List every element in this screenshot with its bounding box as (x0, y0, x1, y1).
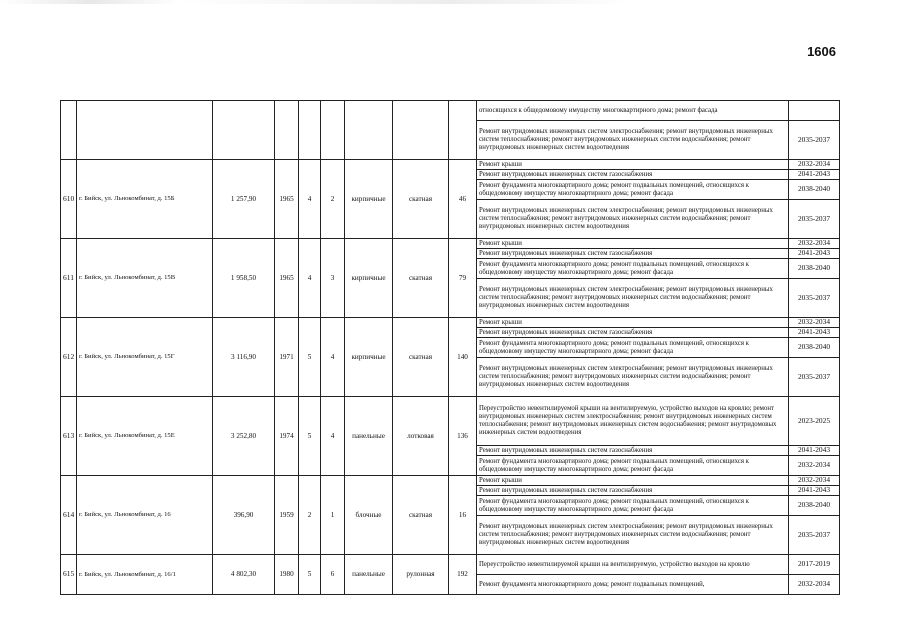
building-address: г. Бийск, ул. Льнокомбинат, д. 15Г (77, 318, 213, 397)
work-description: Ремонт внутридомовых инженерных систем электроснабжения; ремонт внутридомовых инженерных систем теплоснабжения; ремонт внутридомовых инженерных систем водоснабжения; ремонт внутридомовых инженерных систем водоотведения (477, 279, 789, 318)
building-address: г. Бийск, ул. Льнокомбинат, д. 15Е (77, 397, 213, 476)
empty-cell (77, 101, 213, 160)
work-period (789, 101, 840, 121)
building-walls: кирпичные (345, 160, 393, 239)
work-period: 2035-2037 (789, 200, 840, 239)
building-row (61, 555, 840, 575)
building-address: г. Бийск, ул. Льнокомбинат, д. 15Б (77, 160, 213, 239)
building-floors: 5 (299, 555, 321, 595)
work-description: Ремонт внутридомовых инженерных систем электроснабжения; ремонт внутридомовых инженерных систем теплоснабжения; ремонт внутридомовых инженерных систем водоснабжения; ремонт внутридомовых инженерных систем водоотведения (477, 358, 789, 397)
building-apartments: 16 (449, 476, 477, 555)
work-period: 2023-2025 (789, 397, 840, 446)
work-period: 2035-2037 (789, 121, 840, 160)
building-row (61, 397, 840, 446)
building-floors: 2 (299, 476, 321, 555)
building-apartments: 46 (449, 160, 477, 239)
work-period: 2035-2037 (789, 358, 840, 397)
work-description: Ремонт внутридомовых инженерных систем электроснабжения; ремонт внутридомовых инженерных систем теплоснабжения; ремонт внутридомовых инженерных систем водоснабжения; ремонт внутридомовых инженерных систем водоотведения (477, 121, 789, 160)
building-floors: 5 (299, 397, 321, 476)
work-description: Переустройство невентилируемой крыши на вентилируемую, устройство выходов на кровлю; ремонт внутридомовых инженерных систем электроснабжения; ремонт внутридомовых инженерных систем теплоснабжения; ремонт внутридомовых инженерных систем водоснабжения; ремонт внутридомовых инженерных систем водоотведения (477, 397, 789, 446)
building-roof: скатная (393, 476, 449, 555)
building-walls: кирпичные (345, 239, 393, 318)
building-row (61, 476, 840, 486)
work-period: 2041-2043 (789, 446, 840, 456)
building-roof: скатная (393, 160, 449, 239)
building-entrances: 4 (321, 397, 345, 476)
work-period: 2041-2043 (789, 328, 840, 338)
building-area: 4 802,30 (213, 555, 275, 595)
building-roof: скатная (393, 318, 449, 397)
building-apartments: 140 (449, 318, 477, 397)
building-area: 1 257,90 (213, 160, 275, 239)
work-period: 2035-2037 (789, 516, 840, 555)
building-floors: 4 (299, 160, 321, 239)
building-year: 1974 (275, 397, 299, 476)
building-address: г. Бийск, ул. Льнокомбинат, д. 16 (77, 476, 213, 555)
building-number: 615 (61, 555, 77, 595)
work-period: 2041-2043 (789, 249, 840, 259)
work-description: Ремонт внутридомовых инженерных систем электроснабжения; ремонт внутридомовых инженерных систем теплоснабжения; ремонт внутридомовых инженерных систем водоснабжения; ремонт внутридомовых инженерных систем водоотведения (477, 516, 789, 555)
work-period: 2032-2034 (789, 456, 840, 476)
empty-cell (321, 101, 345, 160)
work-period: 2032-2034 (789, 318, 840, 328)
work-description: Ремонт фундамента многоквартирного дома; ремонт подвальных помещений, относящихся к общедомовому имуществу многоквартирного дома; ремонт фасада (477, 456, 789, 476)
work-description: Ремонт внутридомовых инженерных систем электроснабжения; ремонт внутридомовых инженерных систем теплоснабжения; ремонт внутридомовых инженерных систем водоснабжения; ремонт внутридомовых инженерных систем водоотведения (477, 200, 789, 239)
building-apartments: 192 (449, 555, 477, 595)
work-period: 2032-2034 (789, 575, 840, 595)
work-description: Ремонт крыши (477, 239, 789, 249)
work-period: 2041-2043 (789, 170, 840, 180)
empty-cell (345, 101, 393, 160)
empty-cell (213, 101, 275, 160)
building-entrances: 1 (321, 476, 345, 555)
work-period: 2038-2040 (789, 259, 840, 279)
empty-cell (61, 101, 77, 160)
building-row (61, 160, 840, 170)
building-year: 1959 (275, 476, 299, 555)
work-description: Ремонт фундамента многоквартирного дома; ремонт подвальных помещений, относящихся к общедомовому имуществу многоквартирного дома; ремонт фасада (477, 180, 789, 200)
work-period: 2038-2040 (789, 338, 840, 358)
work-period: 2038-2040 (789, 180, 840, 200)
building-address: г. Бийск, ул. Льнокомбинат, д. 16/1 (77, 555, 213, 595)
building-year: 1971 (275, 318, 299, 397)
registry-body (61, 101, 840, 595)
page-number: 1606 (807, 44, 836, 59)
building-number: 612 (61, 318, 77, 397)
work-period: 2035-2037 (789, 279, 840, 318)
work-description: Ремонт крыши (477, 476, 789, 486)
building-entrances: 4 (321, 318, 345, 397)
building-address: г. Бийск, ул. Льнокомбинат, д. 15В (77, 239, 213, 318)
work-period: 2032-2034 (789, 160, 840, 170)
building-apartments: 136 (449, 397, 477, 476)
building-entrances: 6 (321, 555, 345, 595)
building-walls: панельные (345, 397, 393, 476)
building-roof: скатная (393, 239, 449, 318)
building-year: 1965 (275, 239, 299, 318)
building-walls: панельные (345, 555, 393, 595)
work-period: 2017-2019 (789, 555, 840, 575)
empty-cell (275, 101, 299, 160)
work-description: Ремонт внутридомовых инженерных систем газоснабжения (477, 328, 789, 338)
work-description: Ремонт внутридомовых инженерных систем газоснабжения (477, 486, 789, 496)
work-description: Ремонт крыши (477, 160, 789, 170)
work-description: Ремонт фундамента многоквартирного дома; ремонт подвальных помещений, относящихся к общедомовому имуществу многоквартирного дома; ремонт фасада (477, 259, 789, 279)
empty-cell (299, 101, 321, 160)
building-row (61, 318, 840, 328)
building-number: 613 (61, 397, 77, 476)
building-number: 611 (61, 239, 77, 318)
empty-cell (449, 101, 477, 160)
building-year: 1965 (275, 160, 299, 239)
housing-registry-table (60, 100, 840, 595)
work-description: Ремонт крыши (477, 318, 789, 328)
work-description: Ремонт фундамента многоквартирного дома; ремонт подвальных помещений, относящихся к общедомовому имуществу многоквартирного дома; ремонт фасада (477, 338, 789, 358)
building-number: 614 (61, 476, 77, 555)
work-period: 2032-2034 (789, 239, 840, 249)
empty-cell (393, 101, 449, 160)
building-walls: блочные (345, 476, 393, 555)
work-description: Ремонт внутридомовых инженерных систем газоснабжения (477, 249, 789, 259)
building-apartments: 79 (449, 239, 477, 318)
building-row (61, 239, 840, 249)
building-roof: лотковая (393, 397, 449, 476)
building-roof: рулонная (393, 555, 449, 595)
work-period: 2041-2043 (789, 486, 840, 496)
continuation-row (61, 101, 840, 121)
building-floors: 5 (299, 318, 321, 397)
building-entrances: 2 (321, 160, 345, 239)
building-area: 3 252,80 (213, 397, 275, 476)
work-description: Ремонт внутридомовых инженерных систем газоснабжения (477, 446, 789, 456)
building-year: 1980 (275, 555, 299, 595)
building-entrances: 3 (321, 239, 345, 318)
building-walls: кирпичные (345, 318, 393, 397)
work-period: 2032-2034 (789, 476, 840, 486)
building-area: 3 116,90 (213, 318, 275, 397)
scan-artifact (0, 0, 904, 4)
work-description: Ремонт фундамента многоквартирного дома; ремонт подвальных помещений, относящихся к общедомовому имуществу многоквартирного дома; ремонт фасада (477, 496, 789, 516)
building-area: 1 958,50 (213, 239, 275, 318)
work-description: Ремонт внутридомовых инженерных систем газоснабжения (477, 170, 789, 180)
building-area: 396,90 (213, 476, 275, 555)
building-floors: 4 (299, 239, 321, 318)
building-number: 610 (61, 160, 77, 239)
work-description: относящихся к общедомовому имуществу многоквартирного дома; ремонт фасада (477, 101, 789, 121)
work-description: Ремонт фундамента многоквартирного дома; ремонт подвальных помещений, (477, 575, 789, 595)
work-period: 2038-2040 (789, 496, 840, 516)
work-description: Переустройство невентилируемой крыши на вентилируемую, устройство выходов на кровлю (477, 555, 789, 575)
